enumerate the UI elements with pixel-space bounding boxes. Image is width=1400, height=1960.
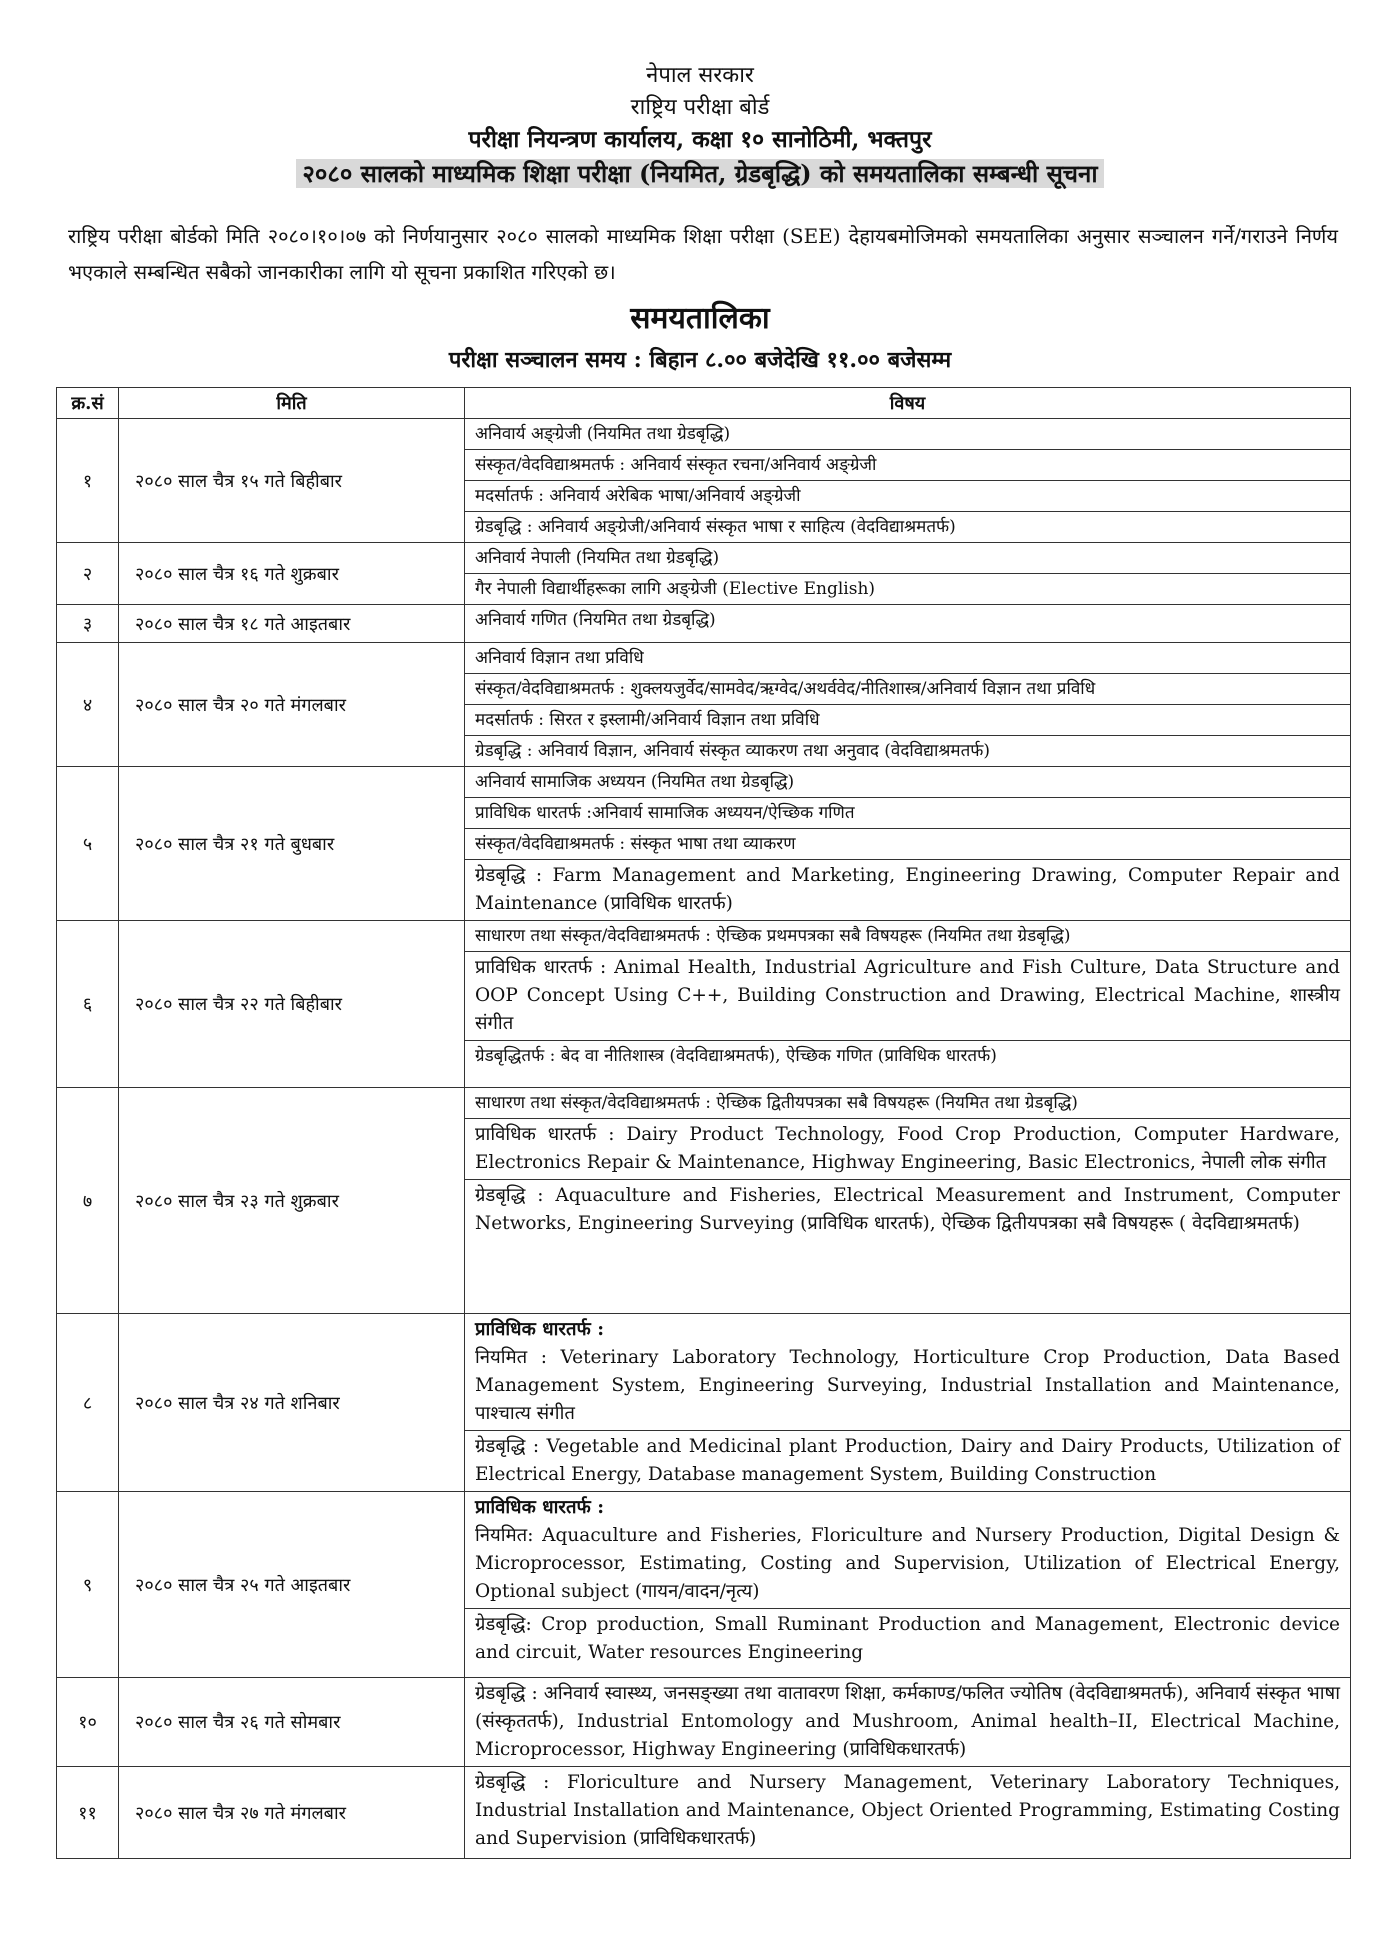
row-serial-number: ४ (57, 643, 119, 767)
subject-line-text: प्राविधिक धारतर्फ : Animal Health, Industrial Agriculture and Fish Culture, Data Structure and OOP Concept Using C++, Building Construction and Drawing, Electrical Machine, शास्त्रीय संगीत (475, 957, 1340, 1034)
row-subjects (465, 643, 1351, 767)
subject-line-text: साधारण तथा संस्कृत/वेदविद्याश्रमतर्फ : ऐच्छिक द्वितीयपत्रका सबै विषयहरू (नियमित तथा ग्रेडबृद्धि) (475, 1093, 1078, 1113)
subject-line (465, 605, 1350, 635)
subject-line (465, 1314, 1350, 1431)
row-date: २०८० साल चैत्र २२ गते बिहीबार (119, 921, 465, 1088)
subject-line (465, 1041, 1350, 1071)
subject-line-text: नियमित : Veterinary Laboratory Technology, Horticulture Crop Production, Data Based Management System, Engineering Surveying, Industrial Installation and Maintenance, पाश्चात्य संगीत (475, 1347, 1340, 1424)
schedule-table (56, 387, 1351, 1859)
subject-line (465, 674, 1350, 705)
exam-time: परीक्षा सञ्चालन समय : बिहान ८.०० बजेदेखि ११.०० बजेसम्म (448, 347, 952, 373)
subject-line (465, 643, 1350, 674)
table-row (57, 921, 1351, 1088)
table-row (57, 543, 1351, 605)
table-row (57, 1678, 1351, 1767)
subject-line (465, 1492, 1350, 1609)
notice-header (0, 60, 1400, 192)
row-subjects (465, 419, 1351, 543)
subject-line (465, 1431, 1350, 1491)
subject-line (465, 1678, 1350, 1766)
subject-line-text: साधारण तथा संस्कृत/वेदविद्याश्रमतर्फ : ऐच्छिक प्रथमपत्रका सबै विषयहरू (नियमित तथा ग्रेडबृद्धि) (475, 926, 1071, 946)
subject-line (465, 921, 1350, 952)
row-date: २०८० साल चैत्र २१ गते बुधबार (119, 767, 465, 921)
subject-line (465, 1119, 1350, 1180)
subject-line-text: गैर नेपाली विद्यार्थीहरूका लागि अङ्ग्रेजी (Elective English) (475, 579, 876, 599)
subject-line-text: ग्रेडबृद्धि : Farm Management and Marketing, Engineering Drawing, Computer Repair and Maintenance (प्राविधिक धारतर्फ) (475, 865, 1340, 914)
row-date: २०८० साल चैत्र २४ गते शनिबार (119, 1314, 465, 1492)
row-subjects (465, 1678, 1351, 1767)
subject-line (465, 860, 1350, 920)
subject-line-text: अनिवार्य अङ्ग्रेजी (नियमित तथा ग्रेडबृद्धि) (475, 424, 731, 444)
row-serial-number: १ (57, 419, 119, 543)
subject-line-text: ग्रेडबृद्धि : Floriculture and Nursery Management, Veterinary Laboratory Techniques, Industrial Installation and Maintenance, Object Oriented Programming, Estimating Costing and Supervision (प्राविधिकधारतर्फ) (475, 1772, 1340, 1849)
row-date: २०८० साल चैत्र १५ गते बिहीबार (119, 419, 465, 543)
subject-line-text: अनिवार्य सामाजिक अध्ययन (नियमित तथा ग्रेडबृद्धि) (475, 772, 795, 792)
row-date: २०८० साल चैत्र २० गते मंगलबार (119, 643, 465, 767)
subject-line (465, 574, 1350, 604)
row-serial-number: ३ (57, 605, 119, 643)
row-serial-number: ५ (57, 767, 119, 921)
subject-line (465, 952, 1350, 1041)
subject-line-text: अनिवार्य गणित (नियमित तथा ग्रेडबृद्धि) (475, 610, 716, 630)
subject-line (465, 1088, 1350, 1119)
subject-line (465, 450, 1350, 481)
table-row (57, 1088, 1351, 1314)
subject-line-text: अनिवार्य विज्ञान तथा प्रविधि (475, 648, 644, 668)
row-serial-number: ९ (57, 1492, 119, 1678)
subject-line (465, 419, 1350, 450)
subject-line-text: ग्रेडबृद्धि : अनिवार्य स्वास्थ्य, जनसङ्ख्या तथा वातावरण शिक्षा, कर्मकाण्ड/फलित ज्योतिष (वेदविद्याश्रमतर्फ), अनिवार्य संस्कृत भाषा (संस्कृततर्फ), Industrial Entomology and Mushroom, Animal health–II, Electrical Machine, Microprocessor, Highway Engineering (प्राविधिकधारतर्फ) (475, 1683, 1340, 1760)
subject-line-text: संस्कृत/वेदविद्याश्रमतर्फ : अनिवार्य संस्कृत रचना/अनिवार्य अङ्ग्रेजी (475, 455, 877, 475)
subject-line-text: ग्रेडबृद्धि : अनिवार्य विज्ञान, अनिवार्य संस्कृत व्याकरण तथा अनुवाद (वेदविद्याश्रमतर्फ) (475, 741, 991, 761)
table-row (57, 767, 1351, 921)
subject-line (465, 1180, 1350, 1240)
subject-line (465, 767, 1350, 798)
row-subjects (465, 921, 1351, 1088)
subject-line-text: नियमित: Aquaculture and Fisheries, Floriculture and Nursery Production, Digital Design & Microprocessor, Estimating, Costing and Supervision, Utilization of Electrical Energy, Optional subject (गायन/वादन/नृत्य) (475, 1525, 1340, 1602)
table-header-row (57, 388, 1351, 419)
table-row (57, 605, 1351, 643)
row-date: २०८० साल चैत्र २५ गते आइतबार (119, 1492, 465, 1678)
col-header-subject: विषय (465, 388, 1351, 419)
row-serial-number: २ (57, 543, 119, 605)
subject-line-text: अनिवार्य नेपाली (नियमित तथा ग्रेडबृद्धि) (475, 548, 720, 568)
table-row (57, 1492, 1351, 1678)
subject-line-text: मदर्सातर्फ : अनिवार्य अरेबिक भाषा/अनिवार्य अङ्ग्रेजी (475, 486, 801, 506)
subject-line-text: प्राविधिक धारतर्फ :अनिवार्य सामाजिक अध्ययन/ऐच्छिक गणित (475, 803, 855, 823)
subject-line (465, 481, 1350, 512)
subject-line (465, 543, 1350, 574)
subject-line-text: संस्कृत/वेदविद्याश्रमतर्फ : संस्कृत भाषा तथा व्याकरण (475, 834, 796, 854)
row-date: २०८० साल चैत्र १६ गते शुक्रबार (119, 543, 465, 605)
subject-line-text: ग्रेडबृद्धि : अनिवार्य अङ्ग्रेजी/अनिवार्य संस्कृत भाषा र साहित्य (वेदविद्याश्रमतर्फ) (475, 517, 956, 537)
row-serial-number: १० (57, 1678, 119, 1767)
subject-line (465, 1609, 1350, 1669)
subject-line (465, 736, 1350, 766)
subject-line-text: ग्रेडबृद्धि : Aquaculture and Fisheries, Electrical Measurement and Instrument, Computer Networks, Engineering Surveying (प्राविधिक धारतर्फ), ऐच्छिक द्वितीयपत्रका सबै विषयहरू ( वेदविद्याश्रमतर्फ) (475, 1185, 1340, 1234)
row-date: २०८० साल चैत्र २७ गते मंगलबार (119, 1767, 465, 1859)
row-subjects (465, 1492, 1351, 1678)
subject-line (465, 798, 1350, 829)
subject-line (465, 1767, 1350, 1855)
row-serial-number: ११ (57, 1767, 119, 1859)
notice-title (0, 156, 1400, 192)
subject-line-text: प्राविधिक धारतर्फ : Dairy Product Technology, Food Crop Production, Computer Hardware, Electronics Repair & Maintenance, Highway Engineering, Basic Electronics, नेपाली लोक संगीत (475, 1124, 1340, 1173)
col-header-date: मिति (119, 388, 465, 419)
row-subjects (465, 1767, 1351, 1859)
subject-line-text: मदर्सातर्फ : सिरत र इस्लामी/अनिवार्य विज्ञान तथा प्रविधि (475, 710, 820, 730)
row-subjects (465, 767, 1351, 921)
timetable-title: समयतालिका (630, 301, 770, 336)
subject-line-text: संस्कृत/वेदविद्याश्रमतर्फ : शुक्लयजुर्वेद/सामवेद/ऋग्वेद/अथर्ववेद/नीतिशास्त्र/अनिवार्य विज्ञान तथा प्रविधि (475, 679, 1096, 699)
intro-paragraph: राष्ट्रिय परीक्षा बोर्डको मिति २०८०।१०।०७ को निर्णयानुसार २०८० सालको माध्यमिक शिक्षा परीक्षा (SEE) देहायबमोजिमको समयतालिका अनुसार सञ्चालन गर्ने/गराउने निर्णय भएकाले सम्बन्धित सबैको जानकारीका लागि यो सूचना प्रकाशित गरिएको छ। (68, 224, 1338, 284)
subject-line-text: ग्रेडबृद्धितर्फ : बेद वा नीतिशास्त्र (वेदविद्याश्रमतर्फ), ऐच्छिक गणित (प्राविधिक धारतर्फ) (475, 1046, 997, 1066)
row-subjects (465, 543, 1351, 605)
row-serial-number: ७ (57, 1088, 119, 1314)
office-name: परीक्षा नियन्त्रण कार्यालय, कक्षा १० सानोठिमी, भक्तपुर (468, 126, 932, 153)
row-subjects (465, 605, 1351, 643)
table-row (57, 419, 1351, 543)
row-serial-number: ८ (57, 1314, 119, 1492)
row-subjects (465, 1314, 1351, 1492)
row-subjects (465, 1088, 1351, 1314)
subject-line-heading: प्राविधिक धारतर्फ : (475, 1497, 605, 1518)
notice-title-text: २०८० सालको माध्यमिक शिक्षा परीक्षा (नियमित, ग्रेडबृद्धि) को समयतालिका सम्बन्धी सूचना (296, 159, 1103, 188)
subject-line (465, 829, 1350, 860)
table-row (57, 643, 1351, 767)
table-row (57, 1314, 1351, 1492)
row-date: २०८० साल चैत्र २६ गते सोमबार (119, 1678, 465, 1767)
row-date: २०८० साल चैत्र २३ गते शुक्रबार (119, 1088, 465, 1314)
schedule-body (57, 419, 1351, 1859)
subject-line-text: ग्रेडबृद्धि : Vegetable and Medicinal plant Production, Dairy and Dairy Products, Utilization of Electrical Energy, Database management System, Building Construction (475, 1436, 1340, 1485)
subject-line (465, 512, 1350, 542)
subject-line (465, 705, 1350, 736)
subject-line-heading: प्राविधिक धारतर्फ : (475, 1319, 605, 1340)
table-row (57, 1767, 1351, 1859)
subject-line-text: ग्रेडबृद्धि: Crop production, Small Ruminant Production and Management, Electronic device and circuit, Water resources Engineering (475, 1614, 1340, 1663)
government-name: नेपाल सरकार (646, 63, 754, 88)
col-header-sn: क्र.सं (57, 388, 119, 419)
row-serial-number: ६ (57, 921, 119, 1088)
row-date: २०८० साल चैत्र १८ गते आइतबार (119, 605, 465, 643)
board-name: राष्ट्रिय परीक्षा बोर्ड (630, 95, 770, 120)
